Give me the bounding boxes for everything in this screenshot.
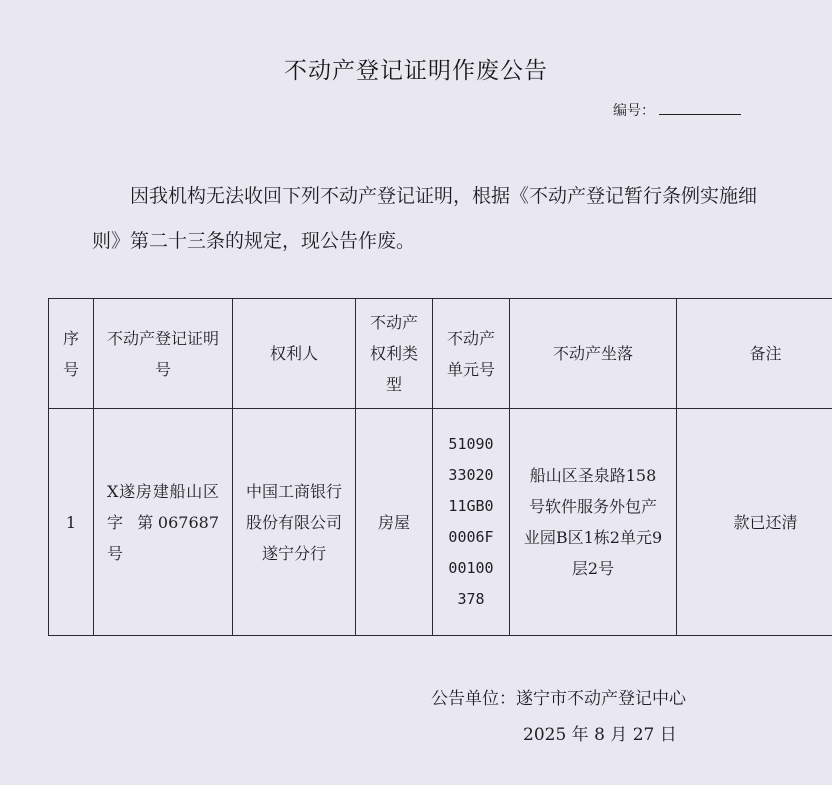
issue-date: 2025 年 8 月 27 日	[523, 725, 677, 745]
cell-location: 船山区圣泉路158号软件服务外包产业园B区1栋2单元9层2号	[510, 409, 677, 636]
cell-unit-no: 510903302011GB00006F00100378	[433, 409, 510, 636]
serial-number	[613, 100, 741, 120]
table-row	[49, 409, 832, 636]
table-header-row	[49, 299, 832, 409]
header-location: 不动产坐落	[510, 299, 677, 409]
cell-seq: 1	[49, 409, 94, 636]
notice-body: 因我机构无法收回下列不动产登记证明，根据《不动产登记暂行条例实施细则》第二十三条的规定，现公告作废。	[92, 185, 758, 252]
header-cert-no: 不动产登记证明号	[94, 299, 233, 409]
cell-cert-no: X遂房建船山区 字 第067687号	[94, 409, 233, 636]
notice-title: 不动产登记证明作废公告	[284, 58, 548, 84]
header-unit-no: 不动产单元号	[433, 299, 510, 409]
cell-right-type: 房屋	[356, 409, 433, 636]
serial-label: 编号：	[613, 103, 655, 119]
cell-owner: 中国工商银行股份有限公司遂宁分行	[233, 409, 356, 636]
serial-blank-line	[659, 102, 741, 115]
header-note: 备注	[677, 299, 832, 409]
issuing-organization: 公告单位：遂宁市不动产登记中心	[431, 689, 686, 709]
header-seq: 序号	[49, 299, 94, 409]
cell-note: 款已还清	[677, 409, 832, 636]
certificate-table	[48, 298, 832, 636]
header-right-type: 不动产权利类型	[356, 299, 433, 409]
header-owner: 权利人	[233, 299, 356, 409]
